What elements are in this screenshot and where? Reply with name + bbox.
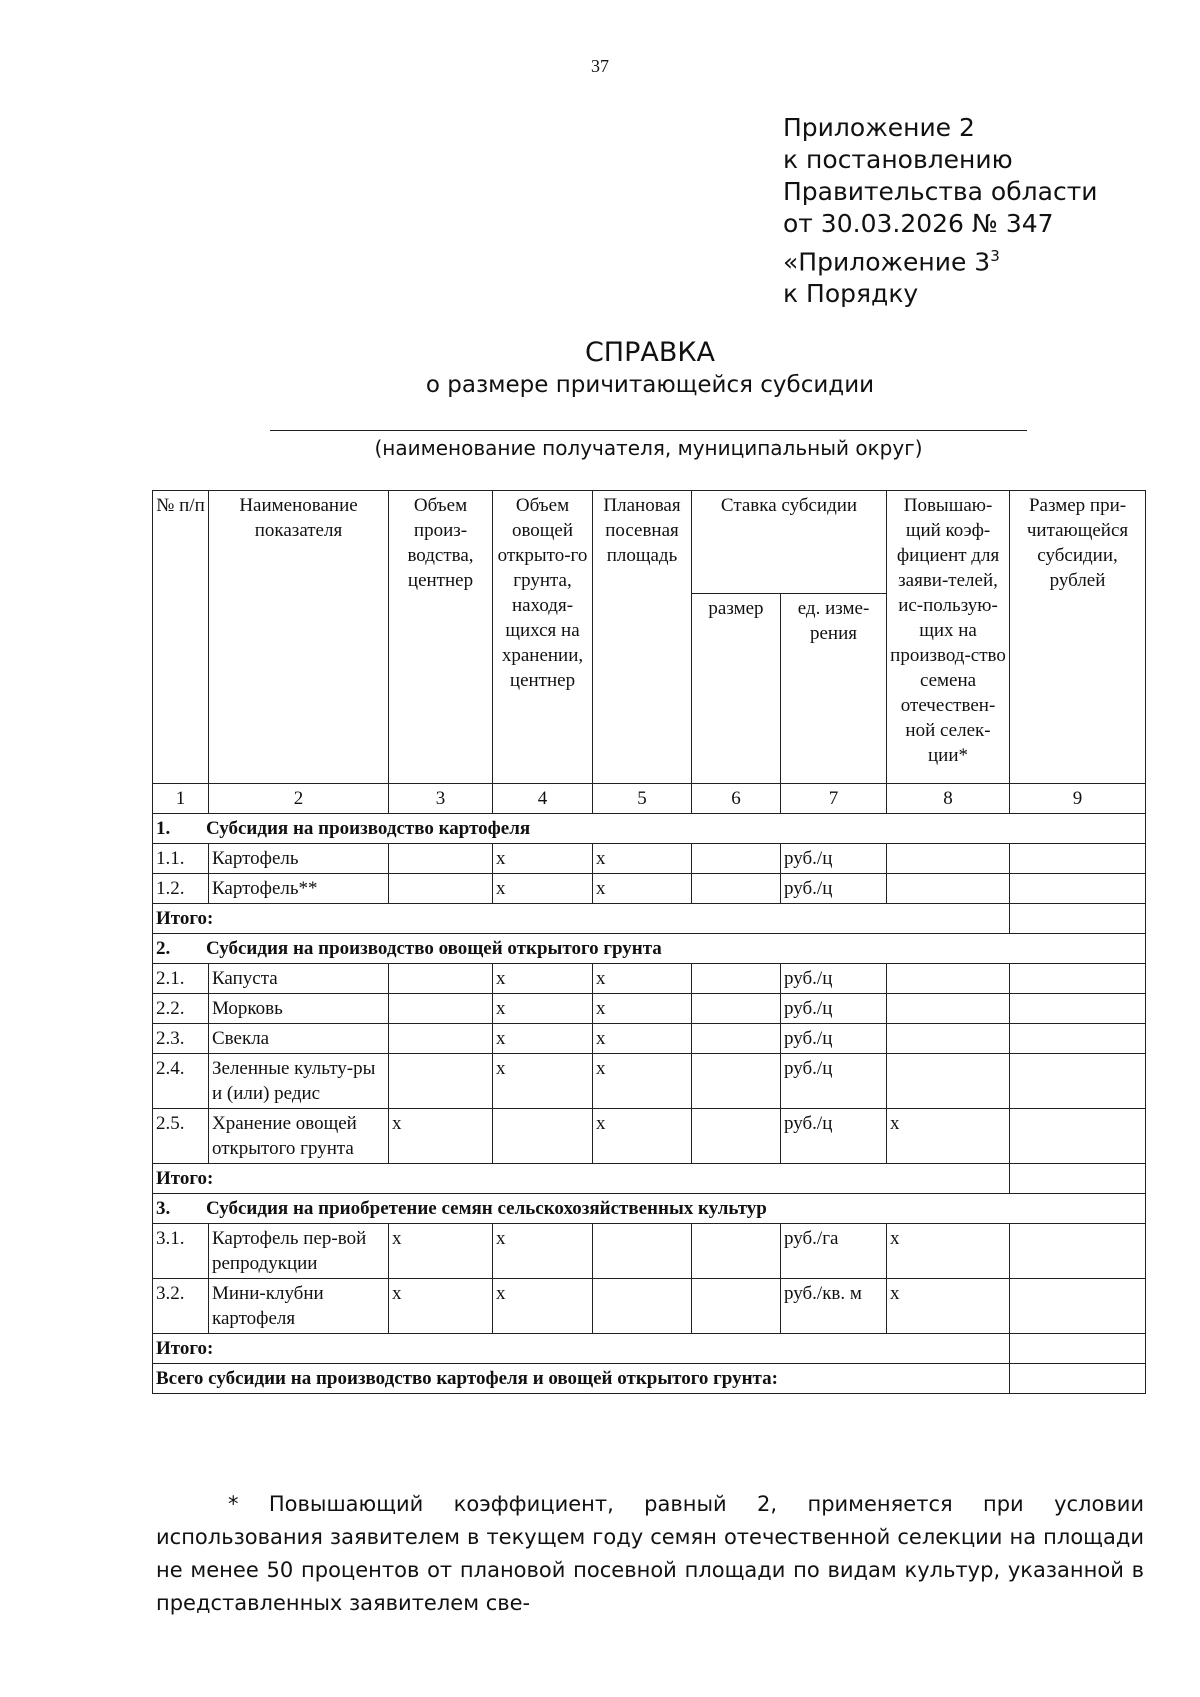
header-number: № п/п (153, 491, 209, 784)
header-name: Наименование показателя (209, 491, 389, 784)
grand-total-label: Всего субсидии на производство картофеля и овощей открытого грунта: (153, 1364, 1010, 1394)
recipient-line (270, 430, 1027, 431)
col-number: 1 (153, 784, 209, 814)
cell: x (493, 964, 593, 994)
cell (692, 1224, 781, 1279)
cell: руб./га (781, 1224, 887, 1279)
cell: Капуста (209, 964, 389, 994)
cell (389, 1024, 493, 1054)
cell (692, 1054, 781, 1109)
cell: 2.5. (153, 1109, 209, 1164)
cell (887, 964, 1010, 994)
cell (593, 1279, 692, 1334)
cell: x (593, 844, 692, 874)
cell (692, 1279, 781, 1334)
appendix-line-5-sup: 3 (990, 247, 1000, 265)
appendix-line-1: Приложение 2 (783, 113, 975, 142)
cell (1010, 1024, 1146, 1054)
cell (1010, 994, 1146, 1024)
cell (593, 1224, 692, 1279)
cell: Картофель (209, 844, 389, 874)
section-number: 1. (156, 818, 171, 839)
cell: x (887, 1224, 1010, 1279)
section-title: Субсидия на производство овощей открытого грунта (206, 938, 662, 959)
cell: руб./ц (781, 1109, 887, 1164)
cell: Зеленные культу-ры и (или) редис (209, 1054, 389, 1109)
cell (887, 1024, 1010, 1054)
header-coefficient: Повышаю-щий коэф-фициент для заяви-телей, ис-пользую-щих на производ-ство семена отечествен-ной селек-ции* (887, 491, 1010, 784)
cell (389, 874, 493, 904)
cell (887, 874, 1010, 904)
header-production-volume: Объем произ-водства, центнер (389, 491, 493, 784)
cell: x (593, 964, 692, 994)
table-row (153, 1054, 1146, 1109)
header-subsidy-amount: Размер при-читающейся субсидии, рублей (1010, 491, 1146, 784)
col-number: 5 (593, 784, 692, 814)
cell (1010, 1054, 1146, 1109)
document-title: СПРАВКА (584, 337, 716, 368)
cell: x (887, 1279, 1010, 1334)
header-planned-area: Плановая посевная площадь (593, 491, 692, 784)
cell: x (493, 874, 593, 904)
section-row (153, 1194, 1146, 1224)
cell: руб./ц (781, 994, 887, 1024)
cell (389, 844, 493, 874)
table-row (153, 1024, 1146, 1054)
grand-total-row (153, 1364, 1146, 1394)
cell: Мини-клубни картофеля (209, 1279, 389, 1334)
cell: руб./ц (781, 964, 887, 994)
table-row (153, 994, 1146, 1024)
cell: x (493, 994, 593, 1024)
cell (692, 1109, 781, 1164)
appendix-line-4: от 30.03.2026 № 347 (783, 209, 1054, 238)
cell: Картофель** (209, 874, 389, 904)
table-row (153, 844, 1146, 874)
total-label: Итого: (153, 904, 1010, 934)
cell: x (389, 1279, 493, 1334)
section-title: Субсидия на приобретение семян сельскохозяйственных культур (206, 1198, 767, 1219)
cell: x (593, 874, 692, 904)
cell (692, 874, 781, 904)
total-value (1010, 1334, 1146, 1364)
appendix-line-5-text: «Приложение 3 (783, 247, 991, 277)
total-label: Итого: (153, 1164, 1010, 1194)
appendix-line-6: к Порядку (783, 279, 919, 309)
total-row (153, 1164, 1146, 1194)
footnote: * Повышающий коэффициент, равный 2, применяется при условии использования заявителем в текущем году семян отечественной селекции на площади не менее 50 процентов от плановой посевной площади по видам культур, указанной в представленных заявителем све- (156, 1492, 1144, 1615)
section-number: 3. (156, 1198, 171, 1219)
cell: 3.2. (153, 1279, 209, 1334)
cell (887, 1054, 1010, 1109)
cell: Хранение овощей открытого грунта (209, 1109, 389, 1164)
cell (1010, 874, 1146, 904)
cell: руб./кв. м (781, 1279, 887, 1334)
table-row (153, 1224, 1146, 1279)
page-number: 37 (591, 56, 609, 76)
header-rate-unit: ед. изме-рения (781, 594, 887, 784)
cell (692, 1024, 781, 1054)
cell (692, 844, 781, 874)
cell: руб./ц (781, 1024, 887, 1054)
cell: руб./ц (781, 844, 887, 874)
cell: 2.2. (153, 994, 209, 1024)
cell: Морковь (209, 994, 389, 1024)
recipient-caption: (наименование получателя, муниципальный округ) (374, 436, 923, 460)
table-row (153, 1279, 1146, 1334)
cell: x (887, 1109, 1010, 1164)
cell (493, 1109, 593, 1164)
subsidy-table (152, 490, 1146, 1394)
cell: 1.1. (153, 844, 209, 874)
cell: x (493, 1054, 593, 1109)
total-row (153, 904, 1146, 934)
header-storage-volume: Объем овощей открыто-го грунта, находя-щихся на хранении, центнер (493, 491, 593, 784)
cell (1010, 964, 1146, 994)
cell (692, 964, 781, 994)
appendix-header (783, 112, 1098, 310)
col-number: 6 (692, 784, 781, 814)
cell: x (493, 1224, 593, 1279)
document-subtitle: о размере причитающейся субсидии (425, 372, 875, 398)
cell: 2.4. (153, 1054, 209, 1109)
cell: 1.2. (153, 874, 209, 904)
cell: 3.1. (153, 1224, 209, 1279)
cell: x (593, 1024, 692, 1054)
col-number: 3 (389, 784, 493, 814)
cell (887, 844, 1010, 874)
total-value (1010, 1164, 1146, 1194)
cell: x (493, 844, 593, 874)
section-row (153, 814, 1146, 844)
section-title: Субсидия на производство картофеля (206, 818, 531, 839)
cell (887, 994, 1010, 1024)
col-number: 8 (887, 784, 1010, 814)
table-row (153, 874, 1146, 904)
cell: x (389, 1224, 493, 1279)
cell: Свекла (209, 1024, 389, 1054)
grand-total-value (1010, 1364, 1146, 1394)
cell: Картофель пер-вой репродукции (209, 1224, 389, 1279)
section-row (153, 934, 1146, 964)
cell (1010, 1109, 1146, 1164)
total-value (1010, 904, 1146, 934)
cell: x (593, 1054, 692, 1109)
cell: руб./ц (781, 874, 887, 904)
header-rate-size: размер (692, 594, 781, 784)
cell (1010, 844, 1146, 874)
cell (1010, 1279, 1146, 1334)
cell (389, 994, 493, 1024)
cell (692, 994, 781, 1024)
total-label: Итого: (153, 1334, 1010, 1364)
appendix-line-2: к постановлению (783, 145, 1013, 174)
col-number: 4 (493, 784, 593, 814)
appendix-line-5 (783, 240, 1098, 278)
cell: x (493, 1024, 593, 1054)
cell: 2.3. (153, 1024, 209, 1054)
col-number: 9 (1010, 784, 1146, 814)
cell: x (593, 994, 692, 1024)
section-number: 2. (156, 938, 171, 959)
col-number: 7 (781, 784, 887, 814)
cell: 2.1. (153, 964, 209, 994)
cell: x (593, 1109, 692, 1164)
cell (1010, 1224, 1146, 1279)
header-subsidy-rate: Ставка субсидии (692, 491, 887, 594)
cell: x (389, 1109, 493, 1164)
cell (389, 964, 493, 994)
cell (389, 1054, 493, 1109)
cell: x (493, 1279, 593, 1334)
total-row (153, 1334, 1146, 1364)
cell: руб./ц (781, 1054, 887, 1109)
table-row (153, 1109, 1146, 1164)
col-number: 2 (209, 784, 389, 814)
table-row (153, 964, 1146, 994)
appendix-line-3: Правительства области (783, 177, 1098, 206)
